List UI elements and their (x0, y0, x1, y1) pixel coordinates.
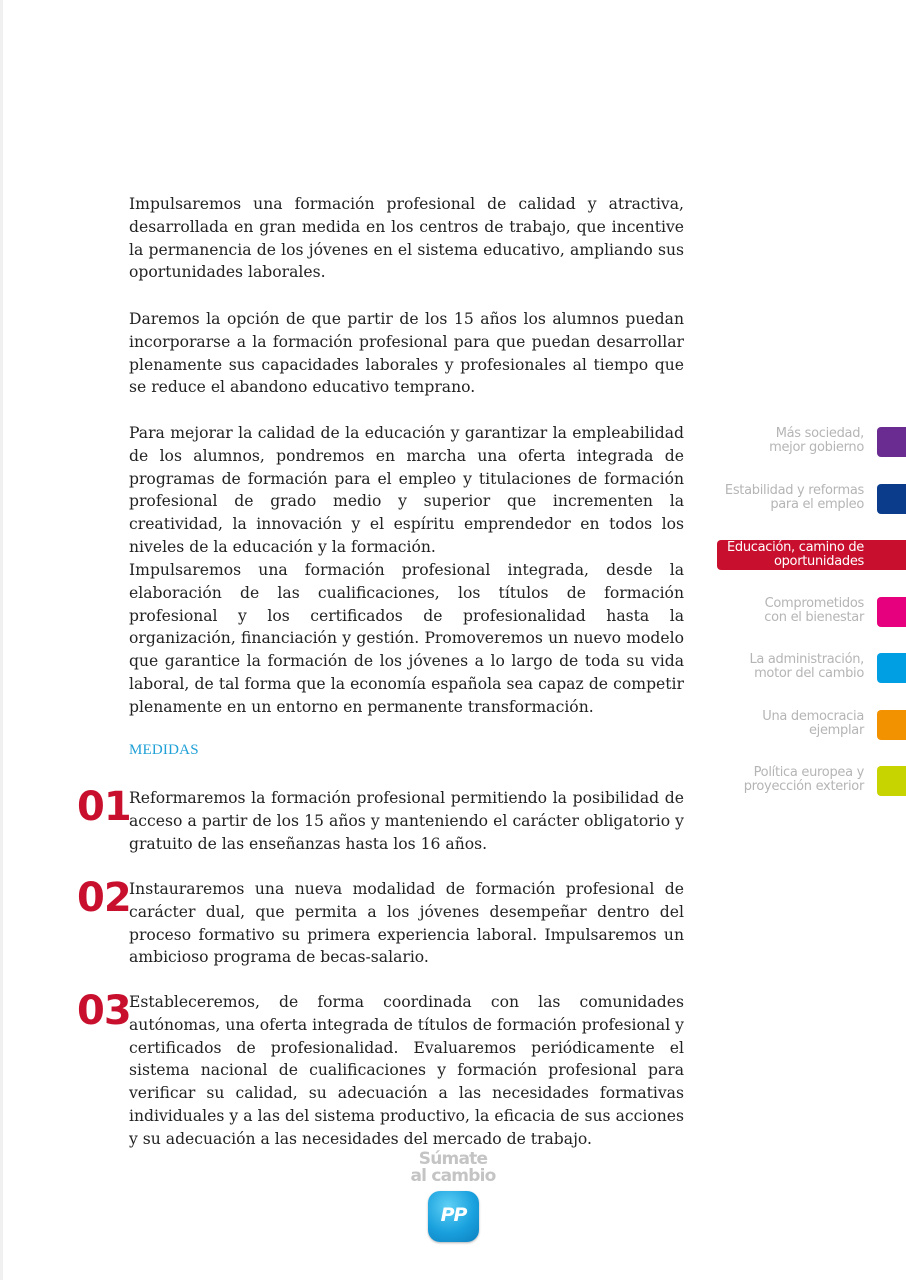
medida-text-1: Reformaremos la formación profesional permitiendo la posibilidad de acceso a partir de los 15 años y manteniendo el carácter obligatorio y gratuito de las enseñanzas hasta los 16 años. (129, 789, 684, 853)
medida-number-3: 03 (77, 988, 131, 1034)
section-color-square (877, 597, 906, 627)
paragraph-3: Para mejorar la calidad de la educación y garantizar la empleabilidad de los alumnos, pondremos en marcha una oferta integrada de programas de formación para el empleo y titulaciones de formación profesional de grado medio y superior que incrementen la creatividad, la innovación y el espíritu emprendedor en todos los niveles de la educación y la formación. (129, 424, 684, 556)
paragraph-4: Impulsaremos una formación profesional integrada, desde la elaboración de las cualificaciones, los títulos de formación profesional y los certificados de profesionalidad hasta la organización, financiación y gestión. Promoveremos un nuevo modelo que garantice la formación de los jóvenes a lo largo de toda su vida laboral, de tal forma que la economía española sea capaz de competir plenamente en un entorno en permanente transformación. (129, 561, 684, 716)
slogan-line-1: Súmate (418, 1149, 488, 1169)
section-color-square (877, 484, 906, 514)
side-nav-label: proyección exterior (743, 779, 864, 794)
medidas-heading: MEDIDAS (129, 742, 199, 758)
paragraph-2: Daremos la opción de que partir de los 15 años los alumnos puedan incorporarse a la formación profesional para que puedan desarrollar plenamente sus capacidades laborales y profesionales al tiempo que se reduce el abandono educativo temprano. (129, 310, 684, 397)
side-nav-democracia[interactable] (706, 710, 906, 744)
side-nav-label: Una democracia (762, 709, 864, 724)
side-nav-europea[interactable] (706, 766, 906, 800)
side-nav-label: mejor gobierno (769, 440, 864, 455)
side-nav-sociedad[interactable] (706, 427, 906, 461)
side-nav-label: La administración, (749, 652, 864, 667)
medida-number-2: 02 (77, 875, 131, 921)
side-nav-label: motor del cambio (754, 666, 864, 681)
side-nav-label: Comprometidos (764, 596, 864, 611)
side-nav-label: Más sociedad, (775, 426, 864, 441)
side-nav-label: ejemplar (808, 723, 864, 738)
side-nav-label: Estabilidad y reformas (724, 483, 864, 498)
section-color-square (877, 766, 906, 796)
section-color-square (877, 710, 906, 740)
pp-logo-text: PP (440, 1204, 467, 1226)
side-nav-label: Política europea y (753, 765, 864, 780)
side-nav-label: para el empleo (770, 497, 864, 512)
pp-logo (428, 1191, 479, 1242)
medida-text-2: Instauraremos una nueva modalidad de formación profesional de carácter dual, que permita a los jóvenes desempeñar dentro del proceso formativo su primera experiencia laboral. Impulsaremos un ambicioso programa de becas-salario. (129, 880, 684, 967)
side-nav-educacion-active[interactable] (717, 540, 906, 570)
page-edge (0, 0, 3, 1280)
side-nav-estabilidad[interactable] (706, 484, 906, 518)
medida-number-1: 01 (77, 784, 131, 830)
slogan-line-2: al cambio (410, 1166, 496, 1186)
medida-text-3: Estableceremos, de forma coordinada con las comunidades autónomas, una oferta integrada de títulos de formación profesional y certificados de profesionalidad. Evaluaremos periódicamente el sistema nacional de cualificaciones y formación profesional para verificar su calidad, su adecuación a las necesidades formativas individuales y a las del sistema productivo, la eficacia de sus acciones y su adecuación a las necesidades del mercado de trabajo. (129, 993, 684, 1148)
side-nav-administracion[interactable] (706, 653, 906, 687)
side-nav-label: oportunidades (773, 554, 864, 569)
section-color-square (877, 653, 906, 683)
paragraph-1: Impulsaremos una formación profesional de calidad y atractiva, desarrollada en gran medida en los centros de trabajo, que incentive la permanencia de los jóvenes en el sistema educativo, ampliando sus oportunidades laborales. (129, 195, 684, 282)
side-nav-label: con el bienestar (764, 610, 864, 625)
side-nav-label: Educación, camino de (726, 540, 864, 555)
side-nav-bienestar[interactable] (706, 597, 906, 631)
section-color-square (877, 427, 906, 457)
